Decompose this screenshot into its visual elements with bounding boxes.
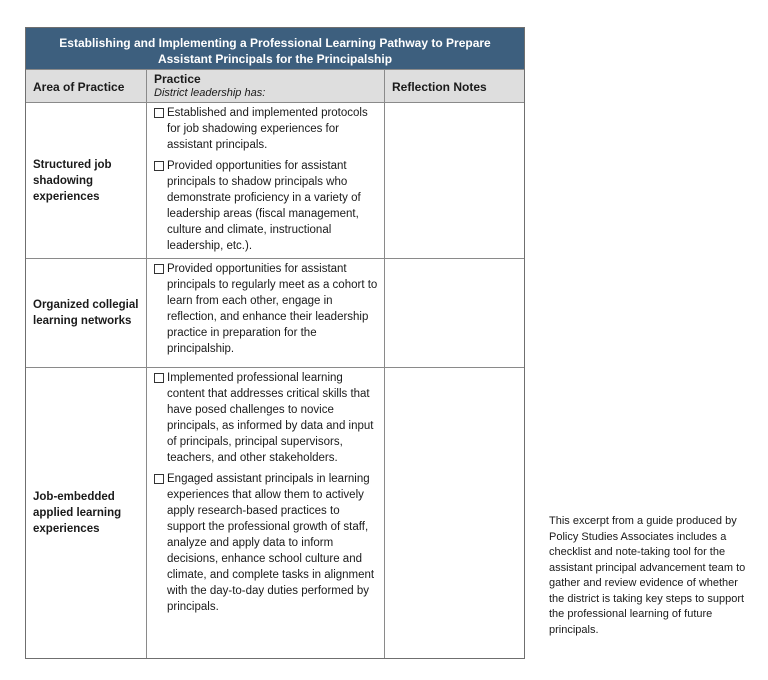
reflection-notes-cell[interactable] <box>384 103 524 258</box>
checklist-item <box>154 370 380 466</box>
table-row <box>26 102 524 258</box>
header-practice-subtitle: District leadership has: <box>154 87 266 99</box>
checklist-item-text: Established and implemented protocols for job shadowing experiences for assistant principals. <box>167 107 368 151</box>
checklist-table <box>25 27 525 659</box>
practice-cell <box>146 368 384 658</box>
area-of-practice-cell <box>26 368 146 658</box>
area-label: Job-embedded applied learning experiences <box>33 491 122 535</box>
checklist-item <box>154 158 380 254</box>
checklist-item-text: Implemented professional learning content that addresses critical skills that have posed challenges to novice principals, as informed by data and input of principals, principal supervisors, teachers, and other stakeholders. <box>167 372 374 464</box>
practice-cell <box>146 259 384 367</box>
table-row <box>26 367 524 658</box>
area-of-practice-cell <box>26 259 146 367</box>
checklist-item-text: Provided opportunities for assistant principals to shadow principals who demonstrate proficiency in a variety of leadership areas (fiscal management, culture and climate, instructional leadership, etc.). <box>167 160 361 252</box>
area-label: Organized collegial learning networks <box>33 299 139 327</box>
table-header-row <box>26 69 524 102</box>
caption-text: This excerpt from a guide produced by Policy Studies Associates includes a checklist and note-taking tool for the assistant principal advancement team to gather and review evidence of whether the district is taking key steps to support the professional learning of future principals. <box>549 515 746 636</box>
reflection-notes-cell[interactable] <box>384 368 524 658</box>
practice-cell <box>146 103 384 258</box>
checklist-item-text: Provided opportunities for assistant principals to regularly meet as a cohort to learn from each other, engage in reflection, and enhance their leadership practice in preparation for the principalship. <box>167 263 378 355</box>
checkbox[interactable] <box>154 161 164 171</box>
checkbox[interactable] <box>154 108 164 118</box>
checklist-item <box>154 105 380 153</box>
reflection-notes-cell[interactable] <box>384 259 524 367</box>
header-reflection-notes: Reflection Notes <box>384 70 524 102</box>
checklist-item <box>154 261 380 357</box>
checkbox[interactable] <box>154 373 164 383</box>
checklist-item-text: Engaged assistant principals in learning experiences that allow them to actively apply research-based practices to support the professional growth of staff, analyze and apply data to inform decisions, enhance school culture and climate, and complete tasks in alignment with the day-to-day duties performed by principals. <box>167 473 375 613</box>
area-of-practice-cell <box>26 103 146 258</box>
checklist-item <box>154 471 380 615</box>
header-practice-label: Practice <box>154 72 201 86</box>
header-practice <box>146 70 384 102</box>
area-label: Structured job shadowing experiences <box>33 158 112 203</box>
table-row <box>26 258 524 367</box>
header-area-of-practice: Area of Practice <box>33 80 125 94</box>
table-title: Establishing and Implementing a Professional Learning Pathway to Prepare Assistant Principals for the Principalship <box>26 28 524 69</box>
checkbox[interactable] <box>154 474 164 484</box>
checkbox[interactable] <box>154 264 164 274</box>
